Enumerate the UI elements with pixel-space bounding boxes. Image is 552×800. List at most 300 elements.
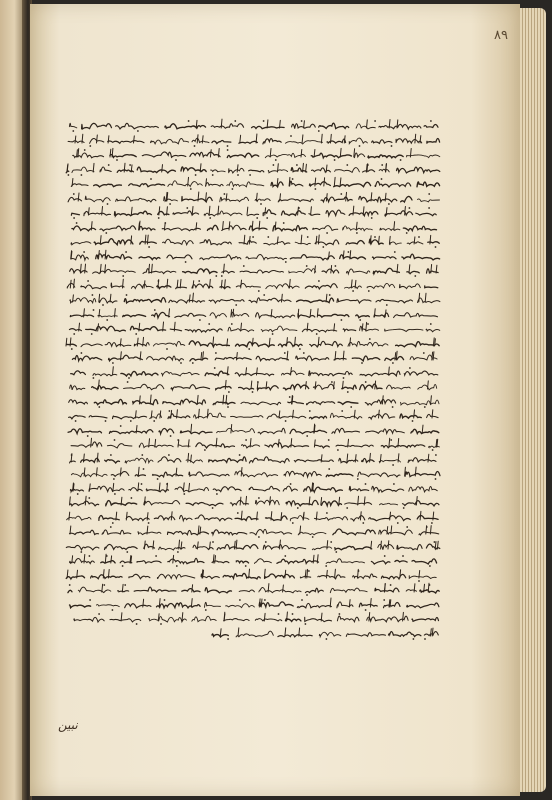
script-word [133, 399, 158, 404]
script-word [409, 486, 438, 491]
script-word [109, 429, 152, 433]
script-line [62, 307, 442, 322]
script-dot [212, 541, 214, 543]
script-word [224, 619, 250, 621]
script-stroke [202, 135, 203, 142]
script-word [139, 443, 173, 447]
script-word [402, 254, 440, 260]
script-dot [164, 222, 166, 224]
script-word [182, 196, 212, 201]
script-word [309, 370, 353, 375]
script-dot [413, 638, 415, 640]
script-stroke [145, 235, 146, 244]
script-word [70, 298, 96, 303]
script-dot [263, 120, 265, 122]
script-word [372, 486, 404, 492]
script-word [124, 298, 165, 303]
script-word [78, 587, 111, 592]
script-stroke [69, 512, 70, 520]
script-word [305, 283, 337, 288]
script-word [190, 358, 208, 361]
script-dot [341, 410, 343, 412]
script-dot [340, 193, 342, 195]
script-word [362, 458, 374, 462]
script-word [134, 587, 176, 592]
script-word [407, 242, 423, 244]
script-stroke [311, 207, 312, 215]
script-dot [103, 584, 105, 586]
script-stroke [304, 121, 305, 128]
script-word [314, 516, 347, 520]
script-word [290, 515, 309, 520]
script-word [265, 573, 295, 577]
script-word [137, 561, 161, 563]
script-word [353, 573, 377, 578]
script-word [418, 198, 440, 201]
script-stroke [162, 164, 163, 171]
script-dot [423, 352, 425, 354]
script-word [93, 373, 117, 375]
script-word [109, 355, 143, 361]
script-line [62, 162, 442, 177]
script-word [289, 269, 316, 273]
script-stroke [241, 280, 242, 288]
script-stroke [291, 439, 292, 447]
script-word [310, 341, 343, 347]
script-word [123, 314, 146, 316]
script-stroke [247, 207, 248, 215]
script-word [307, 401, 335, 404]
script-stroke [220, 628, 221, 635]
script-word [190, 152, 220, 156]
script-line [62, 133, 442, 148]
script-word [298, 532, 326, 535]
script-stroke [173, 555, 174, 563]
script-dot [243, 265, 245, 267]
script-stroke [278, 439, 279, 447]
script-word [125, 458, 153, 463]
script-line [62, 278, 442, 293]
script-word [226, 603, 255, 607]
script-word [312, 546, 331, 549]
script-word [217, 544, 258, 549]
script-dot [298, 207, 300, 209]
script-word [334, 182, 371, 186]
script-word [71, 184, 88, 187]
script-word [346, 241, 364, 245]
script-word [400, 414, 421, 418]
script-word [332, 428, 360, 433]
script-stroke [197, 134, 198, 142]
script-word [424, 124, 438, 127]
script-word [74, 617, 104, 622]
script-stroke [137, 338, 138, 346]
script-word [69, 329, 81, 331]
script-word [337, 299, 371, 303]
script-dot [81, 352, 83, 354]
script-dot [301, 120, 303, 122]
script-word [182, 589, 200, 592]
script-word [258, 386, 279, 390]
script-dot [239, 599, 241, 601]
script-stroke [98, 380, 99, 389]
script-word [416, 213, 436, 216]
script-word [81, 343, 102, 346]
script-word [365, 399, 395, 405]
script-stroke [301, 150, 302, 158]
script-dot [92, 294, 94, 296]
script-word [309, 416, 326, 419]
script-line [62, 597, 442, 612]
script-dot [234, 120, 236, 122]
script-stroke [381, 541, 382, 549]
script-stroke [150, 395, 151, 404]
script-line [62, 176, 442, 191]
script-word [213, 486, 241, 491]
script-dot [307, 236, 309, 238]
script-word [186, 459, 202, 462]
script-stroke [306, 382, 307, 389]
script-word [343, 225, 373, 230]
script-word [369, 414, 395, 419]
script-word [249, 456, 289, 462]
script-stroke [237, 164, 238, 171]
script-line [62, 452, 442, 467]
script-stroke [105, 554, 106, 563]
script-word [266, 283, 299, 288]
script-dot [110, 526, 112, 528]
script-stroke [171, 410, 172, 418]
script-dot [424, 638, 426, 640]
script-stroke [355, 454, 356, 461]
script-word [100, 298, 118, 303]
script-word [209, 456, 246, 462]
script-stroke [388, 540, 389, 548]
script-stroke [431, 395, 432, 403]
script-stroke [329, 251, 330, 258]
script-line [62, 321, 442, 336]
script-word [348, 341, 388, 346]
script-dot [154, 309, 156, 311]
script-word [66, 575, 84, 578]
script-dot [296, 164, 298, 166]
script-dot [267, 236, 269, 238]
script-word [250, 529, 292, 534]
script-word [227, 182, 264, 187]
script-dot [129, 164, 131, 166]
script-dot [346, 164, 348, 166]
script-word [373, 268, 399, 273]
script-stroke [144, 541, 145, 549]
script-word [381, 445, 425, 448]
script-word [105, 544, 138, 549]
script-word [158, 456, 181, 461]
script-stroke [389, 367, 390, 375]
script-word [113, 416, 147, 419]
script-word [427, 138, 440, 143]
script-word [255, 198, 270, 200]
script-dot [131, 497, 133, 499]
script-dot [329, 294, 331, 296]
script-word [227, 153, 258, 157]
script-word [349, 138, 367, 144]
script-stroke [302, 134, 303, 142]
script-line [62, 481, 442, 496]
script-dot [141, 454, 143, 456]
script-word [278, 198, 313, 201]
script-dot [365, 483, 367, 485]
script-stroke [189, 483, 190, 491]
script-line [62, 365, 442, 380]
script-stroke [241, 468, 242, 477]
script-line [62, 205, 442, 220]
script-dot [367, 323, 369, 325]
folio-number: ٨٩ [494, 28, 508, 43]
script-word [273, 225, 307, 230]
script-word [374, 312, 389, 316]
page-stack-edges [520, 8, 546, 792]
script-word [72, 167, 94, 173]
script-dot [335, 265, 337, 267]
script-stroke [241, 511, 242, 520]
script-stroke [306, 164, 307, 172]
script-dot [301, 599, 303, 601]
script-dot [214, 367, 216, 369]
script-word [267, 414, 306, 419]
script-word [394, 312, 438, 317]
script-word [290, 429, 327, 433]
script-line [62, 220, 442, 235]
script-word [290, 181, 303, 186]
script-word [255, 559, 272, 564]
script-word [288, 401, 304, 403]
script-word [180, 515, 193, 520]
script-stroke [78, 193, 79, 201]
script-word [263, 544, 306, 549]
script-word [163, 239, 194, 244]
script-stroke [425, 293, 426, 302]
script-line [62, 510, 442, 525]
script-word [420, 590, 439, 593]
script-dot [93, 309, 95, 311]
script-word [379, 169, 389, 172]
script-word [298, 313, 315, 317]
script-stroke [280, 540, 281, 549]
script-dot [384, 555, 386, 557]
script-word [107, 444, 131, 448]
script-stroke [192, 585, 193, 592]
script-stroke [375, 381, 376, 389]
script-dot [390, 584, 392, 586]
script-word [319, 123, 349, 128]
script-stroke [215, 556, 216, 563]
script-dot [308, 570, 310, 572]
script-word [326, 210, 345, 216]
script-line [62, 118, 442, 133]
script-word [129, 487, 143, 490]
script-dot [406, 526, 408, 528]
script-word [381, 574, 405, 578]
script-stroke [97, 135, 98, 143]
script-word [311, 153, 351, 158]
script-word [385, 211, 413, 216]
script-word [367, 283, 395, 288]
script-stroke [120, 468, 121, 476]
script-word [92, 386, 118, 390]
script-word [372, 139, 392, 143]
script-word [396, 341, 440, 346]
script-stroke [102, 584, 103, 592]
script-word [282, 370, 305, 374]
script-dot [381, 178, 383, 180]
script-word [110, 155, 136, 158]
script-dot [428, 207, 430, 209]
script-stroke [225, 279, 226, 287]
script-word [304, 486, 343, 491]
script-word [118, 591, 129, 592]
script-word [100, 225, 136, 230]
script-line [62, 626, 442, 641]
script-stroke [315, 178, 316, 186]
script-word [115, 211, 152, 216]
script-stroke [432, 352, 433, 360]
script-stroke [144, 280, 145, 287]
script-dot [430, 323, 432, 325]
script-word [168, 181, 203, 187]
script-word [157, 574, 194, 579]
script-word [283, 384, 308, 390]
script-word [401, 196, 412, 202]
script-stroke [240, 135, 241, 143]
script-word [277, 559, 319, 563]
script-stroke [159, 207, 160, 215]
script-stroke [367, 120, 368, 128]
script-dot [110, 454, 112, 456]
script-stroke [138, 467, 139, 476]
script-word [185, 329, 222, 332]
script-word [97, 604, 120, 606]
script-line [62, 249, 442, 264]
script-word [360, 384, 382, 390]
script-word [345, 286, 362, 288]
script-stroke [240, 497, 241, 505]
script-stroke [327, 570, 328, 578]
script-stroke [108, 135, 109, 142]
script-word [143, 269, 176, 274]
script-dot [383, 599, 385, 601]
script-word [236, 561, 248, 563]
script-word [258, 428, 285, 434]
script-dot [227, 149, 229, 151]
script-stroke [97, 453, 98, 462]
script-word [130, 326, 165, 330]
script-word [231, 416, 263, 418]
script-word [85, 196, 110, 202]
script-word [407, 155, 440, 158]
script-word [417, 182, 440, 187]
script-stroke [234, 541, 235, 549]
script-word [249, 486, 280, 491]
script-word [259, 601, 293, 606]
script-dot [120, 425, 122, 427]
script-word [67, 516, 91, 520]
script-word [231, 312, 249, 316]
script-word [425, 285, 438, 287]
script-word [68, 197, 82, 201]
script-word [360, 371, 400, 376]
script-word [290, 254, 334, 259]
script-word [261, 326, 297, 332]
script-word [255, 619, 281, 621]
script-word [282, 211, 306, 216]
script-line [62, 292, 442, 307]
script-word [259, 587, 301, 592]
script-stroke [84, 555, 85, 564]
script-dot [186, 207, 188, 209]
script-dot [215, 352, 217, 354]
script-dot [390, 439, 392, 441]
script-stroke [409, 265, 410, 273]
script-dot [289, 396, 291, 398]
script-word [69, 416, 85, 419]
script-dot [283, 222, 285, 224]
script-word [111, 283, 124, 287]
script-word [236, 631, 273, 637]
script-word [70, 604, 91, 607]
script-word [368, 155, 403, 158]
script-word [200, 240, 231, 245]
script-stroke [102, 207, 103, 216]
script-stroke [334, 177, 335, 186]
script-dot [89, 599, 91, 601]
script-word [192, 138, 209, 142]
script-word [139, 256, 160, 259]
script-stroke [314, 440, 315, 447]
script-dot [306, 265, 308, 267]
script-stroke [98, 324, 99, 331]
script-word [335, 167, 360, 172]
script-word [157, 285, 171, 288]
script-line [62, 495, 442, 510]
script-dot [164, 599, 166, 601]
script-word [294, 459, 333, 461]
script-word [263, 138, 281, 143]
catchword: نبين [58, 718, 78, 732]
script-word [129, 574, 150, 578]
script-dot [124, 584, 126, 586]
script-word [429, 446, 440, 447]
script-word [67, 344, 77, 346]
script-stroke [124, 163, 125, 172]
script-dot [264, 599, 266, 601]
script-stroke [111, 556, 112, 563]
script-word [285, 140, 322, 143]
script-stroke [70, 280, 71, 288]
script-stroke [369, 613, 370, 622]
script-word [175, 486, 209, 491]
script-stroke [147, 512, 148, 519]
script-word [216, 387, 231, 390]
script-word [169, 300, 205, 303]
script-word [102, 530, 131, 534]
script-stroke [283, 585, 284, 592]
script-stroke [191, 598, 192, 606]
script-stroke [313, 555, 314, 563]
script-word [406, 590, 416, 592]
script-stroke [379, 410, 380, 418]
script-word [356, 314, 370, 317]
script-stroke [159, 483, 160, 491]
